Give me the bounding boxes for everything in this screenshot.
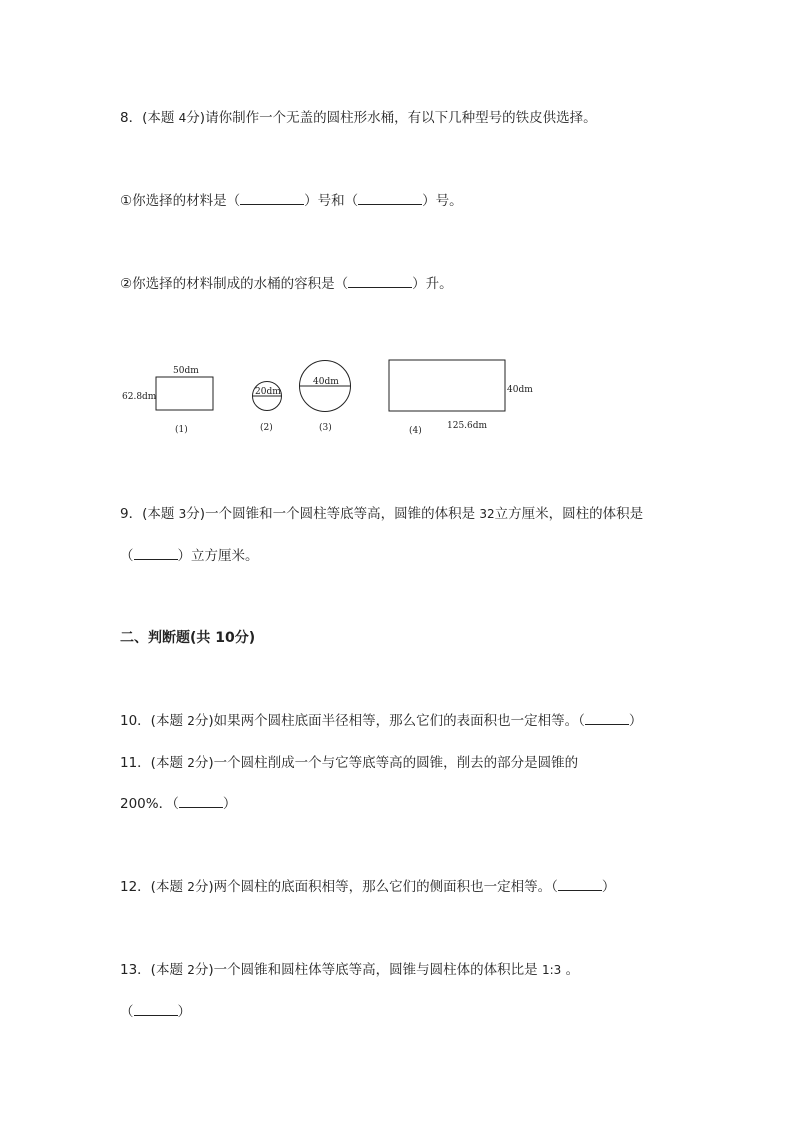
fig2-diameter-label: 20dm: [255, 387, 281, 397]
fig3-diameter-label: 40dm: [313, 377, 339, 387]
fig4-number-label: (4): [409, 426, 422, 436]
fig1-rectangle: [156, 377, 213, 410]
fig4-width-label: 125.6dm: [447, 421, 488, 431]
answer-blank[interactable]: [558, 878, 602, 891]
fig1-number-label: (1): [175, 425, 188, 435]
q11-answer-line: 200%．（ ）: [120, 796, 237, 812]
answer-blank[interactable]: [134, 1003, 178, 1016]
q8-sub1: ①你选择的材料是（ ）号和（ ）号。: [120, 193, 463, 209]
answer-blank[interactable]: [585, 712, 629, 725]
q13-stem: 13．(本题 2分)一个圆锥和圆柱体等底等高，圆锥与圆柱体的体积比是 1:3 。: [120, 962, 580, 978]
q11-stem: 11．(本题 2分)一个圆柱削成一个与它等底等高的圆锥，削去的部分是圆锥的: [120, 755, 579, 771]
fig2-number-label: (2): [260, 423, 273, 433]
fig1-height-label: 62.8dm: [122, 392, 157, 402]
section-heading: 二、判断题(共 10分): [120, 630, 256, 646]
q9-stem: 9．(本题 3分)一个圆锥和一个圆柱等底等高，圆锥的体积是 32立方厘米，圆柱的体积是: [120, 506, 644, 522]
fig4-height-label: 40dm: [507, 385, 533, 395]
q13-answer-line: （ ）: [120, 1004, 191, 1020]
fig3-number-label: (3): [319, 423, 332, 433]
answer-blank[interactable]: [134, 547, 178, 560]
fig1-width-label: 50dm: [173, 366, 199, 376]
q10-stem: 10．(本题 2分)如果两个圆柱底面半径相等，那么它们的表面积也一定相等。（ ）: [120, 713, 643, 729]
q9-answer-line: （ ）立方厘米。: [120, 548, 259, 564]
q8-sub2: ②你选择的材料制成的水桶的容积是（ ）升。: [120, 276, 453, 292]
fig4-rectangle: [389, 360, 505, 411]
q12-stem: 12．(本题 2分)两个圆柱的底面积相等，那么它们的侧面积也一定相等。（ ）: [120, 879, 616, 895]
q8-stem: 8．(本题 4分)请你制作一个无盖的圆柱形水桶，有以下几种型号的铁皮供选择。: [120, 110, 597, 126]
answer-blank[interactable]: [179, 795, 223, 808]
